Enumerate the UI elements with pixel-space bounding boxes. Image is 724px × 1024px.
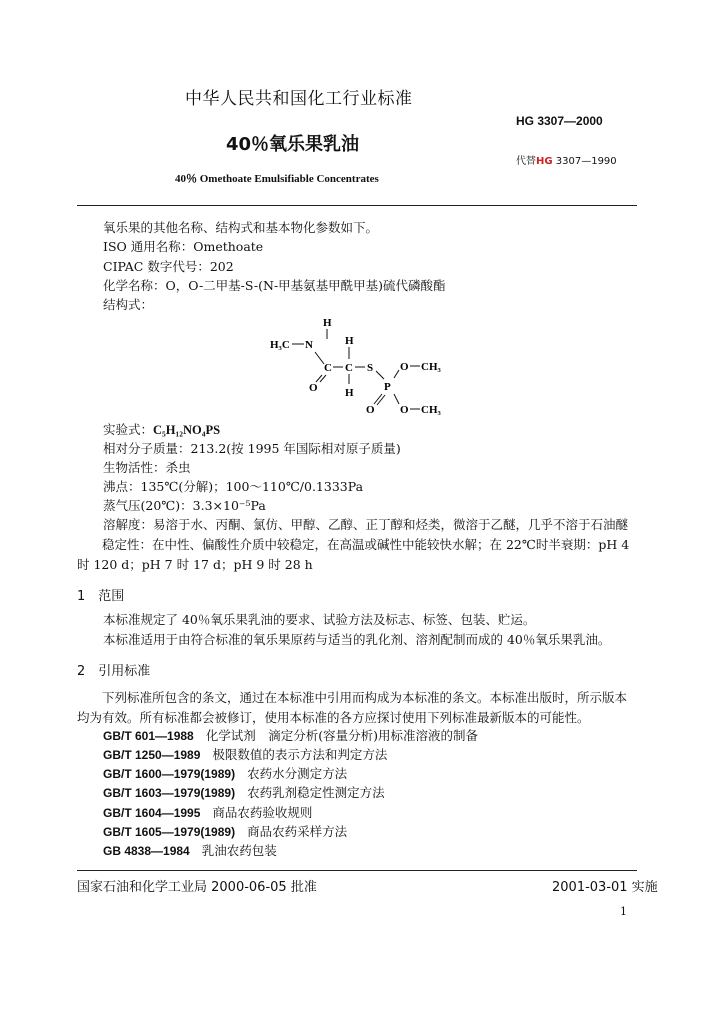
iso-name-line: ISO 通用名称：Omethoate — [103, 239, 264, 254]
bond-line — [377, 395, 385, 405]
intro-line: 氧乐果的其他名称、结构式和基本物化参数如下。 — [103, 220, 379, 235]
reference-name: 农药水分测定方法 — [247, 766, 348, 781]
reference-name: 化学试剂 滴定分析(容量分析)用标准溶液的制备 — [205, 728, 478, 743]
struct-p: P — [384, 381, 391, 393]
molecular-formula: C₅H₁₂NO₄PS — [153, 423, 221, 437]
footer-divider — [77, 870, 637, 871]
formula-line — [103, 421, 220, 439]
struct-n: N — [305, 339, 313, 351]
structure-label: 结构式： — [103, 297, 154, 312]
approval-date: 国家石油和化学工业局 2000-06-05 批准 — [77, 880, 317, 895]
reference-item — [103, 804, 312, 822]
reference-code: GB 4838—1984 — [103, 844, 190, 858]
struct-h-mid: H — [345, 335, 354, 347]
struct-ch3-2: CH₃ — [421, 404, 441, 416]
molecular-weight-line: 相对分子质量：213.2(按 1995 年国际相对原子质量) — [103, 441, 401, 456]
struct-o-bot: O — [366, 404, 375, 416]
reference-code: GB/T 1600—1979(1989) — [103, 767, 236, 781]
bond-line — [376, 371, 384, 379]
struct-s: S — [367, 362, 374, 374]
implementation-date: 2001-03-01 实施 — [552, 880, 658, 895]
replaces-standard — [516, 152, 617, 167]
cipac-code-line: CIPAC 数字代号：202 — [103, 259, 234, 274]
header-divider — [77, 205, 637, 206]
struct-o-left: O — [309, 382, 318, 394]
reference-item — [103, 765, 347, 783]
struct-h-bot: H — [345, 387, 354, 399]
reference-code: GB/T 1603—1979(1989) — [103, 786, 236, 800]
english-title: 40％ Omethoate Emulsifiable Concentrates — [175, 173, 379, 185]
boiling-point-line: 沸点：135℃(分解)；100～110℃/0.1333Pa — [103, 479, 364, 494]
stability-paragraph: 稳定性：在中性、偏酸性介质中较稳定，在高温或碱性中能较快水解；在 22℃时半衰期：pH 4 时 120 d；pH 7 时 17 d；pH 9 时 28 h — [77, 537, 630, 572]
struct-h3c: H₃C — [270, 339, 290, 351]
reference-name: 商品农药验收规则 — [212, 805, 313, 820]
formula-label: 实验式： — [103, 422, 154, 437]
bond-line — [374, 394, 382, 404]
bio-activity-line: 生物活性：杀虫 — [103, 460, 191, 475]
struct-c1: C — [324, 362, 332, 374]
struct-ch3-1: CH₃ — [421, 361, 441, 373]
section-2-para-1: 下列标准所包含的条文，通过在本标准中引用而构成为本标准的条文。本标准出版时，所示版本均为有效。所有标准都会被修订，使用本标准的各方应探讨使用下列标准最新版本的可能性。 — [77, 690, 628, 725]
struct-o-1: O — [400, 361, 409, 373]
bond-line — [315, 352, 324, 364]
reference-name: 农药乳剂稳定性测定方法 — [247, 785, 385, 800]
structural-formula — [260, 312, 460, 422]
reference-code: GB/T 1604—1995 — [103, 806, 201, 820]
chemical-name-line: 化学名称：O，O-二甲基-S-(N-甲基氨基甲酰甲基)硫代磷酸酯 — [103, 278, 446, 293]
page-number: 1 — [620, 905, 627, 918]
reference-item — [103, 842, 277, 860]
issuing-body-title: 中华人民共和国化工行业标准 — [185, 89, 413, 109]
section-1-para-1: 本标准规定了 40％氧乐果乳油的要求、试验方法及标志、标签、包装、贮运。 — [103, 612, 536, 627]
section-1-para-2: 本标准适用于由符合标准的氧乐果原药与适当的乳化剂、溶剂配制而成的 40％氧乐果乳油。 — [103, 632, 611, 647]
reference-code: GB/T 1605—1979(1989) — [103, 825, 236, 839]
reference-name: 极限数值的表示方法和判定方法 — [212, 747, 388, 762]
replaces-rest: 3307—1990 — [552, 156, 617, 167]
reference-name: 商品农药采样方法 — [247, 824, 348, 839]
document-title: 40％氧乐果乳油 — [226, 134, 360, 155]
reference-code: GB/T 1250—1989 — [103, 748, 201, 762]
struct-o-2: O — [400, 404, 409, 416]
section-1-heading: 1 范围 — [77, 589, 125, 604]
vapor-pressure-line: 蒸气压(20℃)：3.3×10⁻⁵Pa — [103, 498, 266, 513]
replaces-code: HG — [536, 156, 553, 167]
solubility-line: 溶解度：易溶于水、丙酮、氯仿、甲醇、乙醇、正丁醇和烃类，微溶于乙醚，几乎不溶于石油醚 — [103, 517, 629, 532]
reference-item — [103, 746, 387, 764]
bond-line — [394, 394, 399, 404]
section-2-heading: 2 引用标准 — [77, 664, 151, 679]
reference-item — [103, 784, 385, 802]
reference-item — [103, 823, 347, 841]
reference-name: 乳油农药包装 — [201, 843, 277, 858]
reference-item — [103, 727, 478, 745]
replaces-prefix: 代替 — [516, 156, 536, 167]
standard-number: HG 3307—2000 — [516, 114, 603, 128]
struct-c2: C — [345, 362, 353, 374]
bond-line — [394, 370, 399, 378]
reference-code: GB/T 601—1988 — [103, 729, 194, 743]
struct-h-top: H — [323, 317, 332, 329]
